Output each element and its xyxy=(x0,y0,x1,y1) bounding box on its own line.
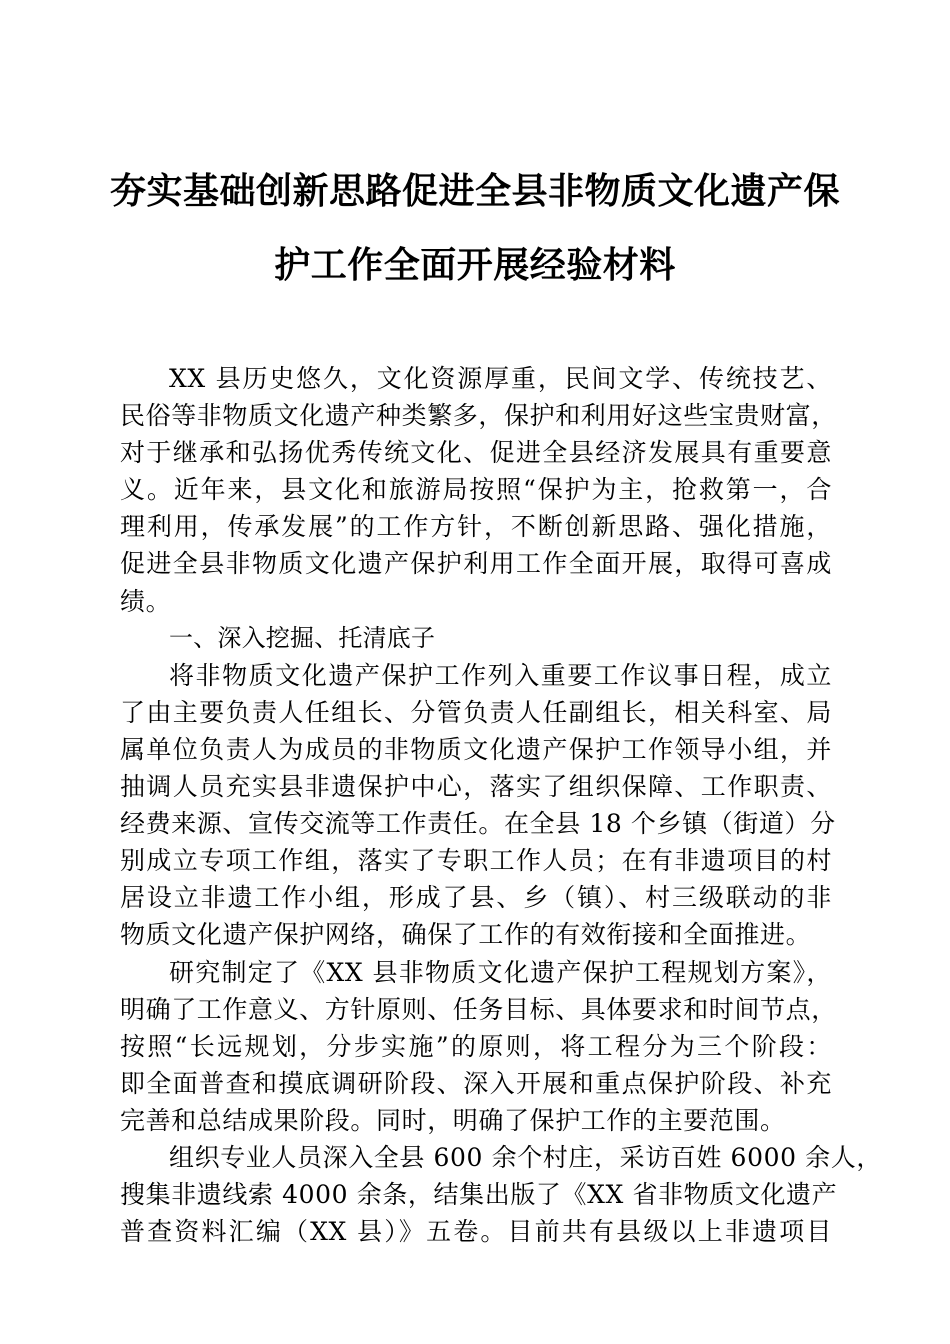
text-line: 研究制定了《XX 县非物质文化遗产保护工程规划方案》， xyxy=(169,957,832,987)
text-line: 组织专业人员深入全县 600 余个村庄，采访百姓 6000 余人， xyxy=(169,1142,882,1172)
text-line: 抽调人员充实县非遗保护中心，落实了组织保障、工作职责、 xyxy=(120,772,832,802)
text-line: 了由主要负责人任组长、分管负责人任副组长，相关科室、局 xyxy=(120,697,832,727)
text-line: 理利用，传承发展”的工作方针，不断创新思路、强化措施， xyxy=(120,512,832,542)
text-line: 明确了工作意义、方针原则、任务目标、具体要求和时间节点， xyxy=(120,994,837,1024)
text-line: 按照“长远规划，分步实施”的原则，将工程分为三个阶段： xyxy=(120,1031,832,1061)
document-body xyxy=(120,360,882,1250)
text-line: 民俗等非物质文化遗产种类繁多，保护和利用好这些宝贵财富， xyxy=(120,401,837,431)
text-line: 搜集非遗线索 4000 余条，结集出版了《XX 省非物质文化遗产 xyxy=(120,1180,838,1210)
document-title-line-1: 夯实基础创新思路促进全县非物质文化遗产保 xyxy=(110,171,841,212)
text-line: 别成立专项工作组，落实了专职工作人员；在有非遗项目的村 xyxy=(120,846,832,876)
text-line: 物质文化遗产保护网络，确保了工作的有效衔接和全面推进。 xyxy=(120,920,812,950)
text-line: 完善和总结成果阶段。同时，明确了保护工作的主要范围。 xyxy=(120,1105,786,1135)
section-heading: 一、深入挖掘、托清底子 xyxy=(169,623,436,652)
text-line: 即全面普查和摸底调研阶段、深入开展和重点保护阶段、补充 xyxy=(120,1068,832,1098)
text-line: 将非物质文化遗产保护工作列入重要工作议事日程，成立 xyxy=(169,660,832,690)
text-line: 经费来源、宣传交流等工作责任。在全县 18 个乡镇（街道）分 xyxy=(120,809,836,839)
text-line: 普查资料汇编（XX 县）》五卷。目前共有县级以上非遗项目 xyxy=(120,1217,832,1247)
text-line: 绩。 xyxy=(120,586,172,616)
text-line: 居设立非遗工作小组，形成了县、乡（镇）、村三级联动的非 xyxy=(120,883,832,913)
document-title-line-2: 护工作全面开展经验材料 xyxy=(274,245,676,286)
text-line: XX 县历史悠久，文化资源厚重，民间文学、传统技艺、 xyxy=(169,364,832,393)
text-line: 促进全县非物质文化遗产保护利用工作全面开展，取得可喜成 xyxy=(120,549,832,579)
text-line: 对于继承和弘扬优秀传统文化、促进全县经济发展具有重要意 xyxy=(120,438,832,468)
text-line: 义。近年来，县文化和旅游局按照“保护为主，抢救第一，合 xyxy=(120,475,832,505)
text-line: 属单位负责人为成员的非物质文化遗产保护工作领导小组，并 xyxy=(120,734,832,764)
